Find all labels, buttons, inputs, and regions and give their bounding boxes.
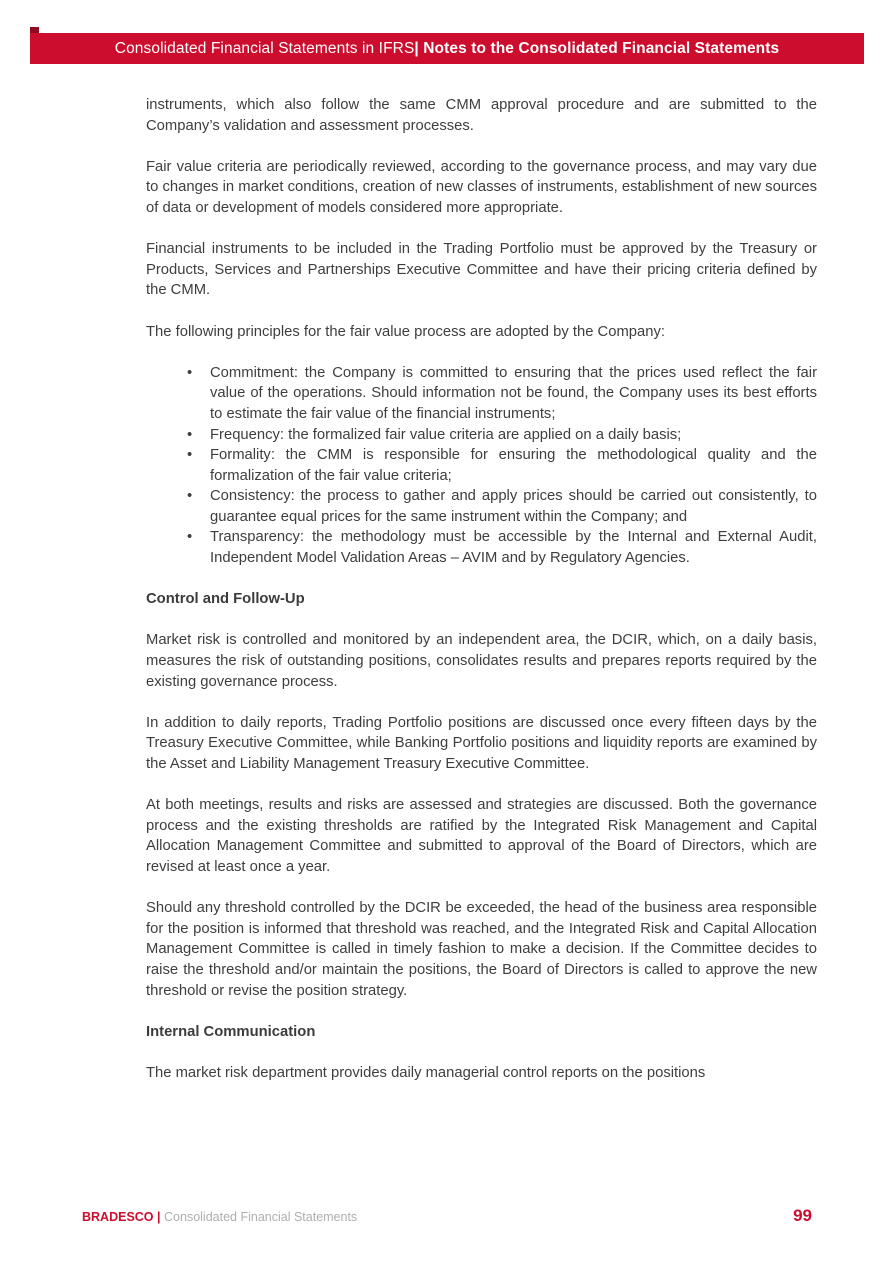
paragraph: In addition to daily reports, Trading Portfolio positions are discussed once every fifteen days by the Treasury Executive Committee, while Banking Portfolio positions and liquidity reports are examined by the Asset and Liability Management Treasury Executive Committee. (146, 714, 817, 772)
footer-left (82, 1210, 357, 1224)
paragraph: The following principles for the fair value process are adopted by the Company: (146, 323, 665, 340)
footer-brand: BRADESCO (82, 1210, 154, 1224)
page-footer (82, 1206, 812, 1226)
page-number: 99 (793, 1206, 812, 1225)
bullet-item: • Transparency: the methodology must be accessible by the Internal and External Audit, Independent Model Validation Areas – AVIM and by Regulatory Agencies. (210, 527, 817, 568)
header-title-bold: | Notes to the Consolidated Financial Statements (414, 39, 780, 57)
paragraph: Market risk is controlled and monitored by an independent area, the DCIR, which, on a daily basis, measures the risk of outstanding positions, consolidates results and prepares reports required by the existing governance process. (146, 632, 817, 690)
section-heading: Control and Follow-Up (146, 591, 305, 608)
paragraph: The market risk department provides daily managerial control reports on the positions (146, 1064, 706, 1081)
header-title-regular: Consolidated Financial Statements in IFRS (114, 39, 415, 57)
bullet-item: • Frequency: the formalized fair value criteria are applied on a daily basis; (210, 425, 817, 446)
paragraph: instruments, which also follow the same CMM approval procedure and are submitted to the Company’s validation and assessment processes. (146, 97, 817, 134)
paragraph: At both meetings, results and risks are assessed and strategies are discussed. Both the governance process and the existing thresholds are ratified by the Integrated Risk Management and Capital Allocation Management Committee and submitted to approval of the Board of Directors, which are revised at least once a year. (146, 797, 817, 875)
bullet-item: • Consistency: the process to gather and apply prices should be carried out consistently, to guarantee equal prices for the same instrument within the Company; and (210, 486, 817, 527)
bullet-item: • Formality: the CMM is responsible for ensuring the methodological quality and the formalization of the fair value criteria; (210, 445, 817, 486)
footer-separator: | (157, 1210, 161, 1224)
page-header-banner (30, 33, 864, 64)
footer-doc-title: Consolidated Financial Statements (164, 1210, 358, 1224)
bullet-item: • Commitment: the Company is committed to ensuring that the prices used reflect the fair value of the operations. Should information not be found, the Company uses its best efforts to estimate the fair value of the financial instruments; (210, 363, 817, 425)
section-heading: Internal Communication (146, 1023, 316, 1040)
paragraph: Financial instruments to be included in the Trading Portfolio must be approved by the Treasury or Products, Services and Partnerships Executive Committee and have their pricing criteria defined by the CMM. (146, 241, 817, 299)
paragraph: Should any threshold controlled by the DCIR be exceeded, the head of the business area responsible for the position is informed that threshold was reached, and the Integrated Risk and Capital Allocation Management Committee is called in timely fashion to make a decision. If the Committee decides to raise the threshold and/or maintain the positions, the Board of Directors is called to approve the new threshold or revise the position strategy. (146, 900, 817, 999)
paragraph: Fair value criteria are periodically reviewed, according to the governance process, and may vary due to changes in market conditions, creation of new classes of instruments, establishment of new sources of data or development of models considered more appropriate. (146, 158, 817, 216)
bullet-list (146, 363, 817, 569)
